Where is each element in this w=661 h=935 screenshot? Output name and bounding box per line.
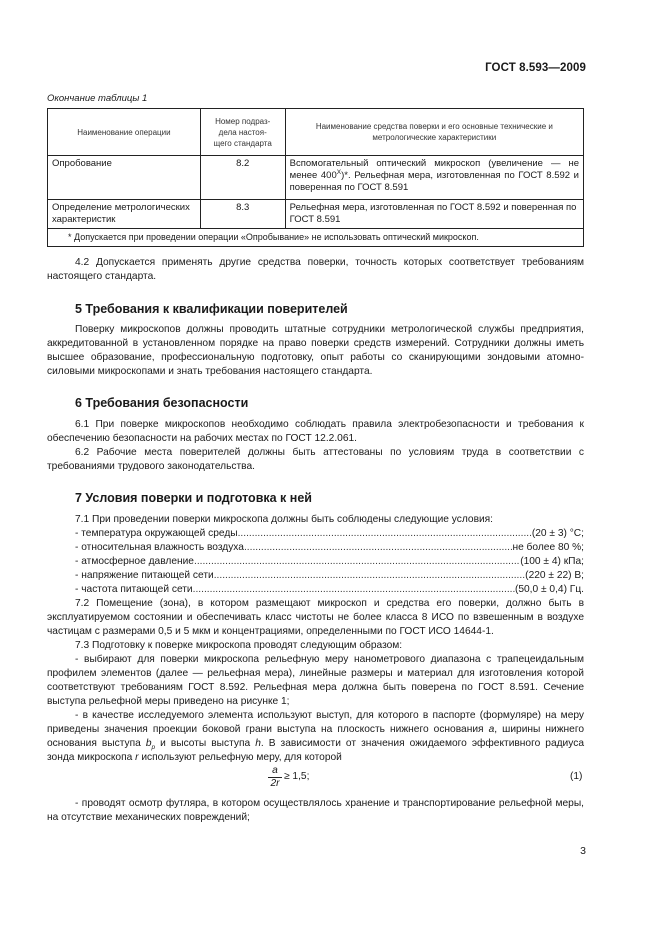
bullet-select-measure: - выбирают для поверки микроскопа рельефную меру нанометрового диапазона с трапецеидальным профилем элементов (далее — рельефная мера), линейные размеры и материал для изготовления которой соответствуют требованиям ГОСТ 8.592. Рельефная мера должна быть поверена по ГОСТ 8.591. Сечение выступа рельефной меры приведено на рисунке 1; (47, 654, 584, 707)
condition-item: - напряжение питающей сети ..... (220 ± 22) В; (75, 569, 584, 583)
condition-item: - атмосферное давление ..... (100 ± 4) кПа; (75, 555, 584, 569)
table-header-row (48, 109, 584, 156)
paragraph-7-3: 7.3 Подготовку к поверке микроскопа проводят следующим образом: (75, 640, 403, 651)
table-header-cell: Номер подраз- дела настоя- щего стандарта (200, 109, 285, 156)
verification-means-table (47, 108, 584, 247)
formula-denominator: 2r (270, 778, 280, 789)
formula-fraction (268, 765, 282, 790)
table-header-cell: Наименование операции (48, 109, 201, 156)
page-number: 3 (580, 845, 586, 857)
bullet-element-choice: - в качестве исследуемого элемента используют выступ, для которого в паспорте (формуляре) на меру приведены значения проекции боковой грани выступа на плоскость нижнего основания a, ширины нижнего основания выступа $b_p$ и высоты выступа h. В зависимости от значения ожидаемого эффективного радиуса зонда микроскопа r используют рельефную меру, для которой (47, 710, 584, 763)
formula-numerator: a (268, 765, 282, 778)
table-cell-means: Рельефная мера, изготовленная по ГОСТ 8.592 и поверенная по ГОСТ 8.591 (285, 200, 583, 229)
table-cell-operation: Определение метрологических характеристик (48, 200, 201, 229)
paragraph-7-1: 7.1 При проведении поверки микроскопа должны быть соблюдены следующие условия: (75, 514, 494, 525)
table-cell-section: 8.2 (200, 156, 285, 200)
section-5-text: Поверку микроскопов должны проводить штатные сотрудники метрологической службы предприятия, аккредитованной в установленном порядке на право поверки средств измерений. Сотрудники должны иметь высшее образование, профессиональную подготовку, опыт работы со сканирующими зондовыми атомно-силовыми микроскопами и знать требования настоящего стандарта. (47, 324, 584, 377)
formula-inequality: ≥ 1,5; (284, 771, 310, 782)
paragraph-4-2: 4.2 Допускается применять другие средства поверки, точность которых соответствует требованиям настоящего стандарта. (47, 257, 584, 282)
bullet-inspect-case: - проводят осмотр футляра, в котором осуществлялось хранение и транспортирование рельефной меры, на отсутствие механических повреждений; (47, 798, 584, 823)
paragraph-7-2: 7.2 Помещение (зона), в котором размещают микроскоп и средства его поверки, должно быть в эксплуатируемом состоянии и обеспечивать класс чистоты не более класса 8 ИСО по взвешенным в воздухе частицам с размерами 0,5 и 5 мкм и концентрациями, определенными по ГОСТ ИСО 14644-1. (47, 598, 584, 637)
paragraph-6-1: 6.1 При поверке микроскопов необходимо соблюдать правила электробезопасности и требования к обеспечению безопасности на рабочих местах по ГОСТ 12.2.061. (47, 419, 584, 444)
table-header-cell: Наименование средства поверки и его основные технические и метрологические характеристики (285, 109, 583, 156)
table-cell-section: 8.3 (200, 200, 285, 229)
formula-1 (0, 765, 661, 795)
table-cell-operation: Опробование (48, 156, 201, 200)
table-cell-means: Вспомогательный оптический микроскоп (увеличение — не менее $400^X)*$. Рельефная мера, изготовленная по ГОСТ 8.592 и поверенная по ГОСТ 8.591 (285, 156, 583, 200)
paragraph-6-2: 6.2 Рабочие места поверителей должны быть аттестованы по условиям труда в соответствии с требованиями трудового законодательства. (47, 447, 584, 472)
section-7-title: 7 Условия поверки и подготовка к ней (75, 491, 312, 505)
document-code: ГОСТ 8.593—2009 (485, 62, 586, 74)
table-caption: Окончание таблицы 1 (47, 93, 148, 104)
table-row (48, 200, 584, 229)
table-row (48, 156, 584, 200)
table-footnote: * Допускается при проведении операции «Опробывание» не использовать оптический микроскоп. (48, 229, 584, 247)
table-footnote-row (48, 229, 584, 247)
condition-item: - температура окружающей среды ..... (20 ± 3) °С; (75, 527, 584, 541)
condition-item: - относительная влажность воздуха ..... не более 80 %; (75, 541, 584, 555)
section-6-title: 6 Требования безопасности (75, 396, 249, 410)
formula-number: (1) (570, 771, 583, 782)
section-5-title: 5 Требования к квалификации поверителей (75, 302, 348, 316)
condition-item: - частота питающей сети ..... (50,0 ± 0,4) Гц. (75, 583, 584, 597)
